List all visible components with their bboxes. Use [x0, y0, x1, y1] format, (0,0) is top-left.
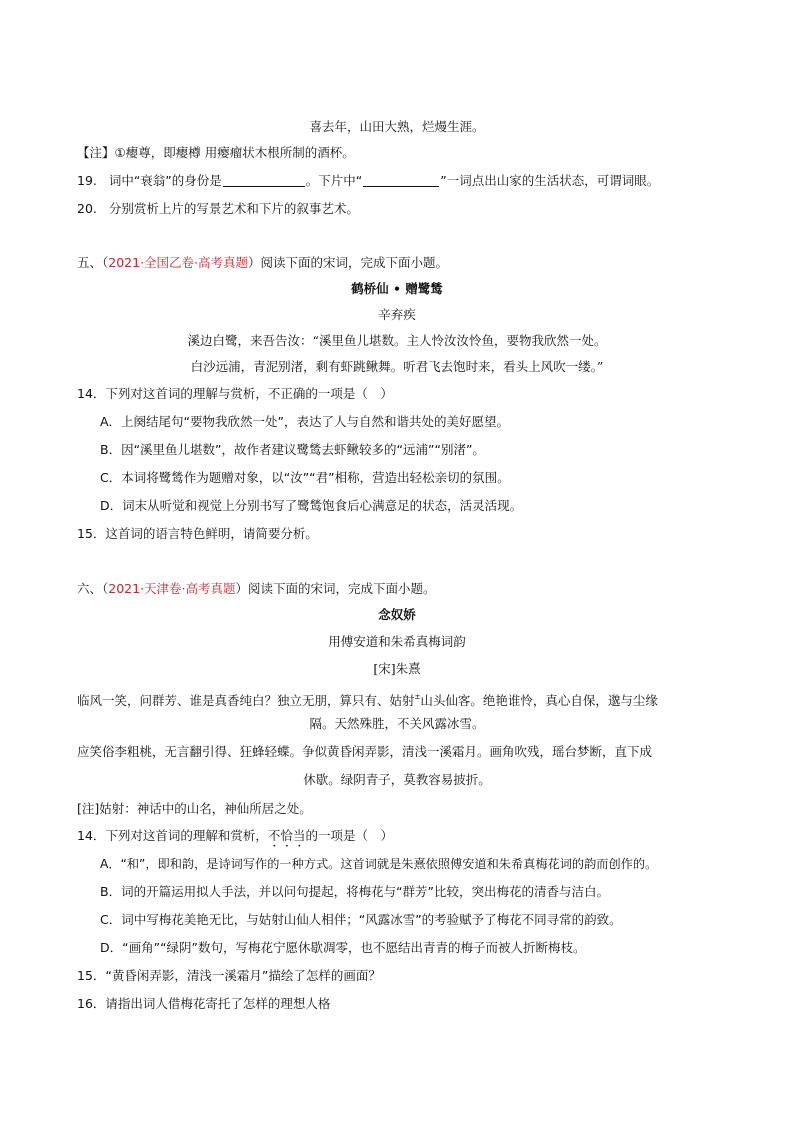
question-number: 15．	[77, 968, 106, 983]
answer-blank[interactable]	[363, 173, 439, 187]
source-tag: 2021·全国乙卷·高考真题	[108, 255, 249, 270]
poem-note: [注]姑射：神话中的山名，神仙所居之处。	[77, 801, 312, 816]
poem-line: 应笑俗李粗桃，无言翻引得、狂蜂轻蝶。争似黄昏闲弄影，清浅一溪霜月。画角吹残，瑶台梦断，直下成	[77, 744, 653, 759]
note-text: 瘿尊，即瘿樽 用瘿瘤状木根所制的酒杯。	[125, 145, 355, 160]
question-text-a: 词中“衰翁”的身份是	[108, 173, 222, 188]
heading-suffix: ）阅读下面的宋词，完成下面小题。	[235, 581, 436, 596]
answer-blank[interactable]	[223, 173, 305, 187]
question-19	[77, 172, 659, 190]
option-d[interactable]: D．词末从听觉和视觉上分别书写了鹭鸶饱食后心满意足的状态，活灵活现。	[100, 498, 523, 513]
poem-title: 鹤桥仙 • 赠鹭鸶	[351, 281, 443, 296]
question-number: 14．	[77, 828, 106, 843]
question-text: 这首词的语言特色鲜明，请简要分析。	[105, 526, 318, 541]
poem-line: 溪边白鹭，来吾告汝：“溪里鱼儿堪数。主人怜汝汝怜鱼，要物我欣然一处。	[187, 333, 607, 348]
question-text-b: 。下片中“	[305, 173, 363, 188]
poem-last-line: 喜去年，山田大熟，烂熳生涯。	[309, 119, 485, 134]
option-b[interactable]: B．因“溪里鱼儿堪数”，故作者建议鹭鸶去虾鳅较多的“远浦”“别渚”。	[100, 442, 485, 457]
heading-prefix: 五、（	[77, 255, 109, 270]
note-prefix: 【注】	[77, 145, 115, 160]
option-a[interactable]: A．上阕结尾句“要物我欣然一处”，表达了人与自然和谐共处的美好愿望。	[100, 414, 510, 429]
poem-text: 临风一笑，问群芳、谁是真香纯白？独立无朋，算只有、姑射	[77, 693, 415, 708]
poem-subtitle: 用傅安道和朱希真梅词韵	[328, 634, 466, 649]
poem-line: 休歇。绿阴青子，莫教容易披折。	[303, 772, 491, 787]
section-6-heading	[77, 580, 436, 598]
question-number: 14．	[77, 386, 106, 401]
question-15	[77, 525, 318, 543]
poem-text: 山头仙客。绝艳谁怜，真心自保，邈与尘缘	[420, 693, 658, 708]
poem-line: 隔。天然殊胜，不关风露冰雪。	[309, 716, 485, 731]
question-number: 15．	[77, 526, 106, 541]
poem-title: 念奴娇	[378, 607, 416, 622]
option-a[interactable]: A．“和”，即和韵，是诗词写作的一种方式。这首词就是朱熹依照傅安道和朱希真梅花词的韵而创作的。	[100, 857, 658, 871]
note-marker-icon: ①	[114, 145, 126, 160]
question-15	[77, 967, 381, 985]
option-c[interactable]: C．词中写梅花美艳无比，与姑射山仙人相伴；“风露冰雪”的考验赋予了梅花不同寻常的韵致。	[100, 912, 622, 927]
question-text: 下列对这首词的理解与赏析，不正确的一项是（ ）	[105, 386, 393, 401]
footnote-marker: ±	[414, 693, 421, 701]
option-d[interactable]: D．“画角”“绿阴”数句，写梅花宁愿休歇凋零，也不愿结出青青的梅子而被人折断梅枝。	[100, 940, 586, 955]
heading-suffix: ）阅读下面的宋词，完成下面小题。	[248, 255, 449, 270]
question-number: 20.	[77, 201, 97, 216]
question-text: 的一项是（ ）	[305, 828, 393, 843]
poem-author: 辛弃疾	[378, 307, 416, 322]
question-text: “黄昏闲弄影，清浅一溪霜月”描绘了怎样的画面？	[105, 968, 381, 983]
option-c[interactable]: C．本词将鹭鸶作为题赠对象，以“汝”“君”相称，营造出轻松亲切的氛围。	[100, 470, 510, 485]
poem-line	[77, 688, 658, 710]
question-14	[77, 827, 393, 850]
source-tag: 2021·天津卷·高考真题	[108, 581, 236, 596]
question-text-c: ”一词点出山家的生活状态，可谓词眼。	[440, 173, 660, 188]
question-14	[77, 385, 393, 403]
question-text: 分别赏析上片的写景艺术和下片的叙事艺术。	[108, 201, 359, 216]
poem-author: [宋]朱熹	[373, 661, 421, 676]
heading-prefix: 六、（	[77, 581, 109, 596]
question-number: 16．	[77, 996, 106, 1011]
poem-line: 白沙远浦，青泥别渚，剩有虾跳鳅舞。听君飞去饱时来，看头上风吹一缕。”	[190, 359, 604, 374]
question-16	[77, 995, 330, 1013]
emphasized-text: 不恰当	[267, 828, 306, 843]
question-text: 下列对这首词的理解和赏析，	[105, 828, 268, 843]
note-line	[77, 144, 355, 162]
question-text: 请指出词人借梅花寄托了怎样的理想人格	[105, 996, 331, 1011]
question-number: 19.	[77, 173, 97, 188]
question-20	[77, 200, 359, 218]
section-5-heading	[77, 254, 448, 272]
option-b[interactable]: B．词的开篇运用拟人手法，并以问句提起，将梅花与“群芳”比较，突出梅花的清香与洁白。	[100, 884, 610, 899]
